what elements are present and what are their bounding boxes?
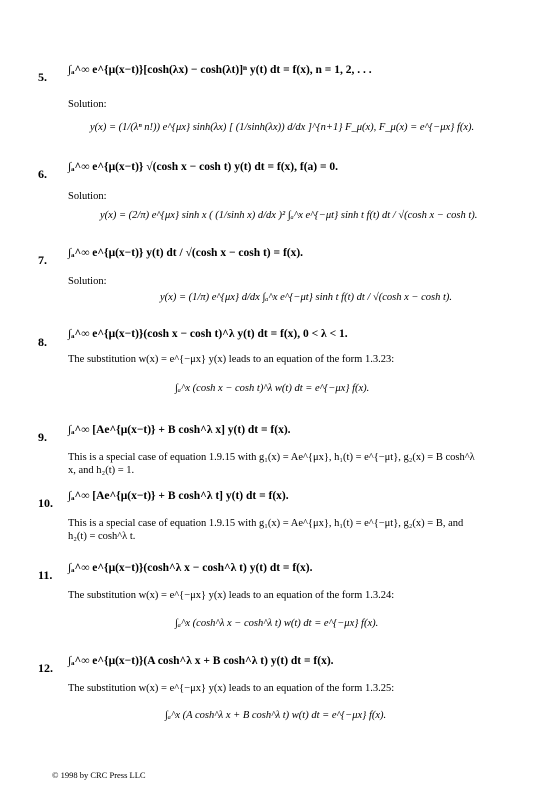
copyright-footer: © 1998 by CRC Press LLC bbox=[52, 770, 146, 780]
entry-6-equation: ∫ₐ^∞ e^{μ(x−t)} √(cosh x − cosh t) y(t) dt = f(x), f(a) = 0. bbox=[68, 161, 339, 173]
entry-11-equation: ∫ₐ^∞ e^{μ(x−t)}(cosh^λ x − cosh^λ t) y(t) dt = f(x). bbox=[68, 562, 313, 574]
entry-10-equation: ∫ₐ^∞ [Ae^{μ(x−t)} + B cosh^λ t] y(t) dt = f(x). bbox=[68, 490, 289, 502]
entry-7-number: 7. bbox=[38, 253, 47, 267]
entry-12-number: 12. bbox=[38, 661, 53, 675]
entry-11-number: 11. bbox=[38, 568, 53, 582]
entry-5-solution-formula: y(x) = (1/(λⁿ n!)) e^{μx} sinh(λx) [ (1/sinh(λx)) d/dx ]^{n+1} F_μ(x), F_μ(x) = e^{−μx} f(x). bbox=[90, 122, 475, 133]
entry-5-equation: ∫ₐ^∞ e^{μ(x−t)}[cosh(λx) − cosh(λt)]ⁿ y(t) dt = f(x), n = 1, 2, . . . bbox=[68, 64, 372, 76]
entry-6-solution-label: Solution: bbox=[68, 191, 107, 202]
entry-6-number: 6. bbox=[38, 167, 47, 181]
entry-11-text: The substitution w(x) = e^{−μx} y(x) leads to an equation of the form 1.3.24: bbox=[68, 590, 395, 601]
entry-8-text: The substitution w(x) = e^{−μx} y(x) leads to an equation of the form 1.3.23: bbox=[68, 354, 395, 365]
entry-12-text: The substitution w(x) = e^{−μx} y(x) leads to an equation of the form 1.3.25: bbox=[68, 683, 395, 694]
entry-10-text: This is a special case of equation 1.9.15 with g₁(x) = Ae^{μx}, h₁(t) = e^{−μt}, g₂(x) = B, and h₂(t) = cosh^λ t. bbox=[68, 518, 464, 542]
entry-7-solution-label: Solution: bbox=[68, 276, 107, 287]
entry-6-solution-formula: y(x) = (2/π) e^{μx} sinh x ( (1/sinh x) d/dx )² ∫ₐ^x e^{−μt} sinh t f(t) dt / √(cosh x − cosh t). bbox=[100, 210, 478, 221]
entry-7-solution-formula: y(x) = (1/π) e^{μx} d/dx ∫ₐ^x e^{−μt} sinh t f(t) dt / √(cosh x − cosh t). bbox=[160, 292, 452, 303]
entry-7-equation: ∫ₐ^∞ e^{μ(x−t)} y(t) dt / √(cosh x − cosh t) = f(x). bbox=[68, 247, 304, 259]
entry-12-equation: ∫ₐ^∞ e^{μ(x−t)}(A cosh^λ x + B cosh^λ t) y(t) dt = f(x). bbox=[68, 655, 334, 667]
entry-9-equation: ∫ₐ^∞ [Ae^{μ(x−t)} + B cosh^λ x] y(t) dt = f(x). bbox=[68, 424, 291, 436]
entry-11-formula: ∫ₐ^x (cosh^λ x − cosh^λ t) w(t) dt = e^{−μx} f(x). bbox=[175, 618, 379, 629]
entry-8-equation: ∫ₐ^∞ e^{μ(x−t)}(cosh x − cosh t)^λ y(t) dt = f(x), 0 < λ < 1. bbox=[68, 328, 348, 340]
entry-12-formula: ∫ₐ^x (A cosh^λ x + B cosh^λ t) w(t) dt = e^{−μx} f(x). bbox=[165, 710, 387, 721]
entry-9-text: This is a special case of equation 1.9.15 with g₁(x) = Ae^{μx}, h₁(t) = e^{−μt}, g₂(x) = B cosh^λ x, and h₂(t) = 1. bbox=[68, 452, 475, 476]
entry-10-number: 10. bbox=[38, 496, 53, 510]
entry-9-number: 9. bbox=[38, 430, 47, 444]
entry-8-number: 8. bbox=[38, 335, 47, 349]
entry-8-formula: ∫ₐ^x (cosh x − cosh t)^λ w(t) dt = e^{−μx} f(x). bbox=[175, 383, 370, 394]
entry-5-number: 5. bbox=[38, 70, 47, 84]
entry-5-solution-label: Solution: bbox=[68, 99, 107, 110]
